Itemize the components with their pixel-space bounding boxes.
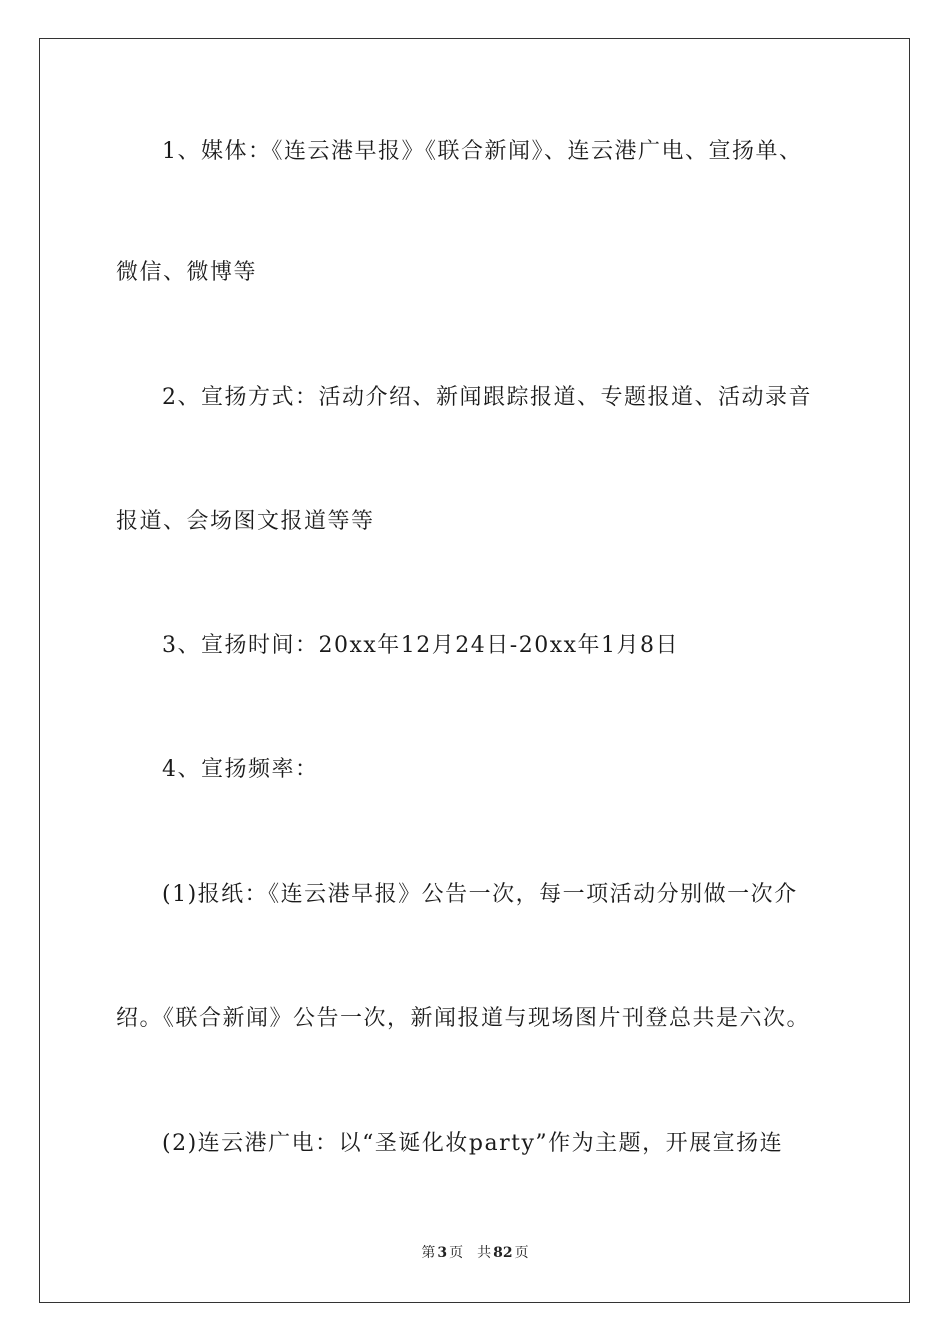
paragraph-line-3: 2、宣扬方式：活动介绍、新闻跟踪报道、专题报道、活动录音 [162, 385, 812, 410]
paragraph-line-9: (2)连云港广电：以“圣诞化妆party”作为主题，开展宣扬连 [162, 1131, 784, 1156]
footer-total-pages: 82 [493, 1245, 513, 1261]
paragraph-line-6: 4、宣扬频率： [162, 757, 319, 782]
page-footer [0, 1244, 950, 1262]
footer-current-page: 3 [437, 1245, 448, 1261]
paragraph-line-7: (1)报纸：《连云港早报》公告一次，每一项活动分别做一次介 [162, 882, 798, 907]
footer-suffix: 页 [514, 1245, 529, 1261]
page-frame [39, 38, 910, 1303]
paragraph-line-8: 绍。《联合新闻》公告一次，新闻报道与现场图片刊登总共是六次。 [116, 1006, 811, 1031]
paragraph-line-2: 微信、微博等 [116, 260, 258, 285]
paragraph-line-5: 3、宣扬时间：20xx年12月24日-20xx年1月8日 [162, 633, 680, 658]
footer-mid: 页 共 [449, 1245, 492, 1261]
paragraph-line-4: 报道、会场图文报道等等 [116, 509, 375, 534]
paragraph-line-1: 1、媒体：《连云港早报》《联合新闻》、连云港广电、宣扬单、 [162, 139, 803, 164]
footer-prefix: 第 [421, 1245, 436, 1261]
